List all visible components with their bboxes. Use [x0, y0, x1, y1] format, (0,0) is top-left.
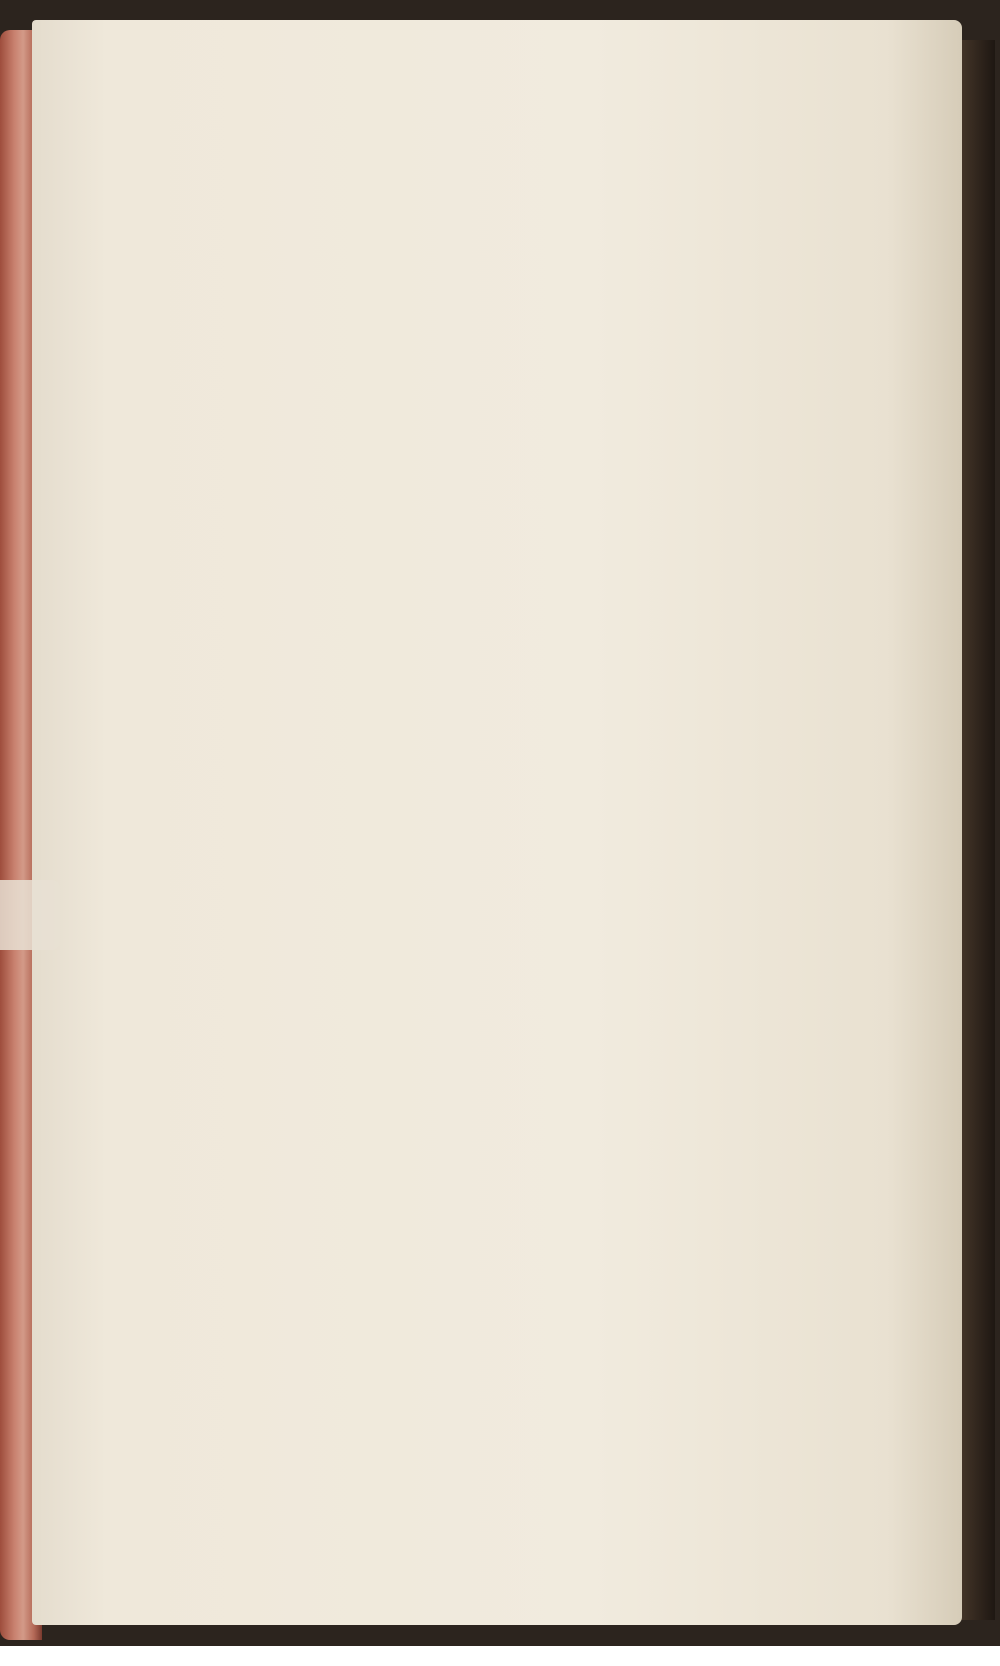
digitization-credit	[984, 1649, 994, 1661]
verse-line-second	[264, 324, 794, 356]
running-head	[264, 212, 794, 252]
bookmark-tab	[0, 880, 60, 950]
first-line-rest	[264, 295, 300, 320]
second-line	[264, 327, 300, 352]
page-content	[264, 212, 794, 356]
verse-line-first	[264, 292, 794, 324]
